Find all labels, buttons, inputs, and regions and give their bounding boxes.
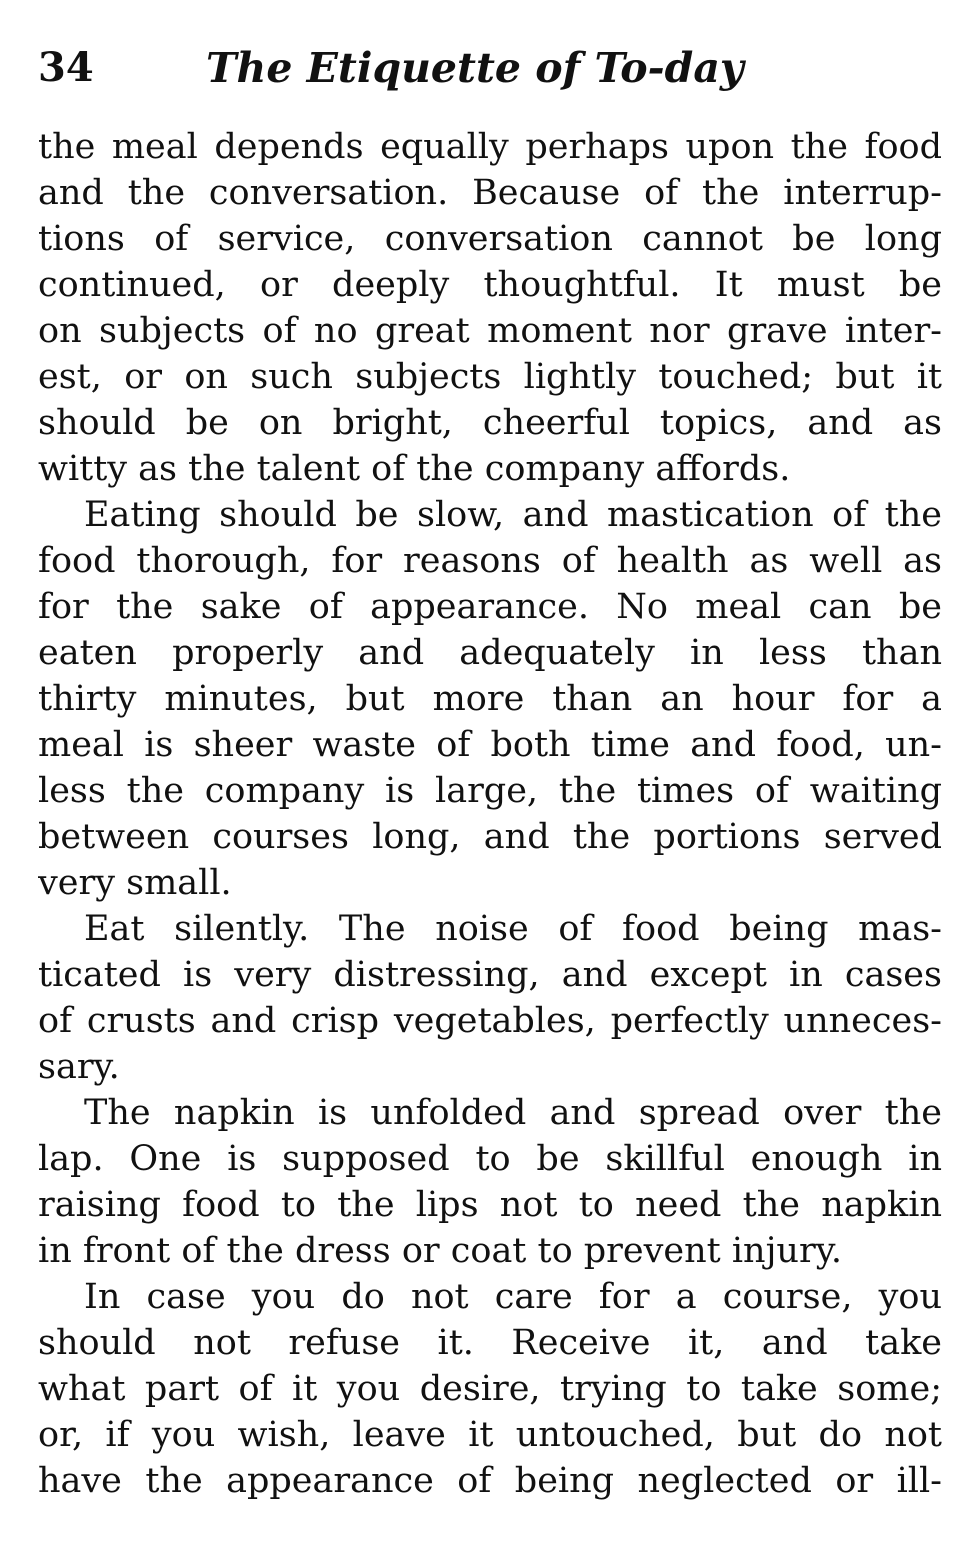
text-line: ticated is very distressing, and except in cases [38, 955, 942, 995]
text-line: lap. One is supposed to be skillful enough in [38, 1139, 942, 1179]
text-line: what part of it you desire, trying to take some; [38, 1369, 942, 1409]
running-head [38, 38, 938, 98]
text-line: and the conversation. Because of the interrup- [38, 173, 942, 213]
text-line: tions of service, conversation cannot be long [38, 219, 942, 259]
text-line: or, if you wish, leave it untouched, but do not [38, 1415, 942, 1455]
text-line: the meal depends equally perhaps upon the food [38, 127, 942, 167]
text-line: of crusts and crisp vegetables, perfectly unneces- [38, 1001, 942, 1041]
text-line: Eat silently. The noise of food being mas- [84, 909, 942, 949]
text-line: for the sake of appearance. No meal can be [38, 587, 942, 627]
text-line: est, or on such subjects lightly touched; but it [38, 357, 942, 397]
text-line: witty as the talent of the company affords. [38, 449, 791, 489]
text-line: eaten properly and adequately in less than [38, 633, 942, 673]
text-line: food thorough, for reasons of health as well as [38, 541, 942, 581]
text-line: sary. [38, 1047, 120, 1087]
body-text [38, 124, 942, 1504]
text-line: in front of the dress or coat to prevent injury. [38, 1231, 842, 1271]
text-line: very small. [38, 863, 232, 903]
text-line: on subjects of no great moment nor grave inter- [38, 311, 942, 351]
text-line: should be on bright, cheerful topics, and as [38, 403, 942, 443]
text-line: Eating should be slow, and mastication of the [84, 495, 942, 535]
text-line: The napkin is unfolded and spread over the [84, 1093, 942, 1133]
text-line: have the appearance of being neglected or ill- [38, 1461, 942, 1501]
text-line: should not refuse it. Receive it, and take [38, 1323, 942, 1363]
text-line: less the company is large, the times of waiting [38, 771, 942, 811]
text-line: In case you do not care for a course, you [84, 1277, 942, 1317]
page-number: 34 [38, 44, 94, 91]
text-line: thirty minutes, but more than an hour for a [38, 679, 942, 719]
running-title: The Etiquette of To-day [206, 44, 744, 92]
text-line: meal is sheer waste of both time and food, un- [38, 725, 942, 765]
text-line: between courses long, and the portions served [38, 817, 942, 857]
text-line: continued, or deeply thoughtful. It must be [38, 265, 942, 305]
text-line: raising food to the lips not to need the napkin [38, 1185, 942, 1225]
